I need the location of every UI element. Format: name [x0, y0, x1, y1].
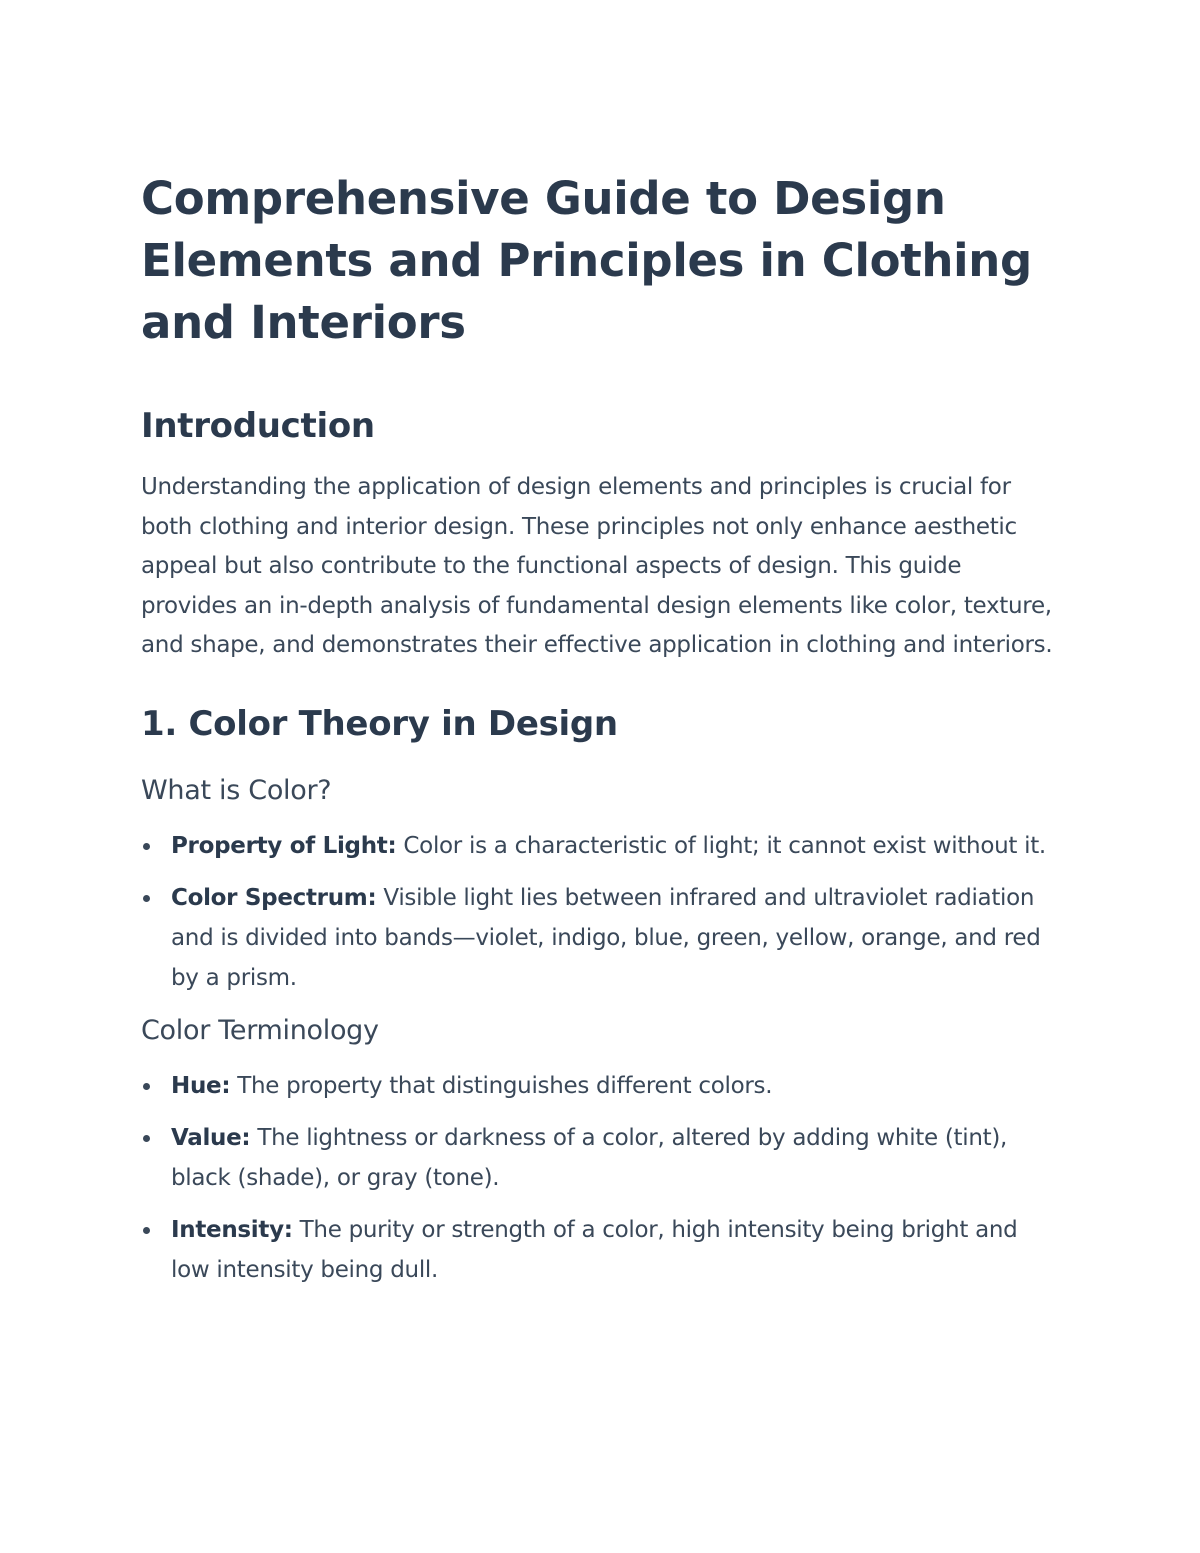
bullet-icon [143, 895, 150, 902]
document-title: Comprehensive Guide to Design Elements and Principles in Clothing and Interiors [141, 172, 1032, 349]
list-item [141, 1066, 1061, 1106]
list-item-text: The purity or strength of a color, high intensity being bright and low intensity being dull. [171, 1216, 1018, 1283]
list-item-text: The property that distinguishes different colors. [230, 1072, 773, 1099]
list-item [141, 1118, 1061, 1198]
list-item-text: The lightness or darkness of a color, altered by adding white (tint), black (shade), or gray (tone). [171, 1124, 1008, 1191]
list-item [141, 826, 1061, 866]
color-terminology-heading: Color Terminology [141, 1014, 379, 1046]
list-item-separator: : [241, 1124, 251, 1151]
list-item-text: Color is a characteristic of light; it cannot exist without it. [396, 832, 1046, 859]
list-item [141, 878, 1061, 998]
introduction-heading: Introduction [141, 406, 375, 446]
list-item-term: Property of Light [171, 832, 388, 859]
list-item-separator: : [387, 832, 397, 859]
list-item-term: Hue [171, 1072, 222, 1099]
bullet-icon [143, 1135, 150, 1142]
list-item-term: Color Spectrum [171, 884, 368, 911]
what-is-color-heading: What is Color? [141, 774, 332, 806]
list-item-term: Intensity [171, 1216, 284, 1243]
bullet-icon [143, 1083, 150, 1090]
what-is-color-list [141, 826, 1061, 998]
list-item [141, 1210, 1061, 1290]
bullet-icon [143, 1227, 150, 1234]
list-item-separator: : [367, 884, 377, 911]
list-item-separator: : [283, 1216, 293, 1243]
document-page [141, 168, 1061, 1302]
list-item-separator: : [221, 1072, 231, 1099]
color-terminology-list [141, 1066, 1061, 1290]
introduction-paragraph: Understanding the application of design elements and principles is crucial for both clothing and interior design. These principles not only enhance aesthetic appeal but also contribute to the functional aspects of design. This guide provides an in-depth analysis of fundamental design elements like color, texture, and shape, and demonstrates their effective application in clothing and interiors. [141, 474, 1053, 659]
bullet-icon [143, 843, 150, 850]
list-item-term: Value [171, 1124, 242, 1151]
list-item-text: Visible light lies between infrared and ultraviolet radiation and is divided into bands—violet, indigo, blue, green, yellow, orange, and red by a prism. [171, 884, 1041, 991]
section-color-theory-heading: 1. Color Theory in Design [141, 703, 618, 744]
